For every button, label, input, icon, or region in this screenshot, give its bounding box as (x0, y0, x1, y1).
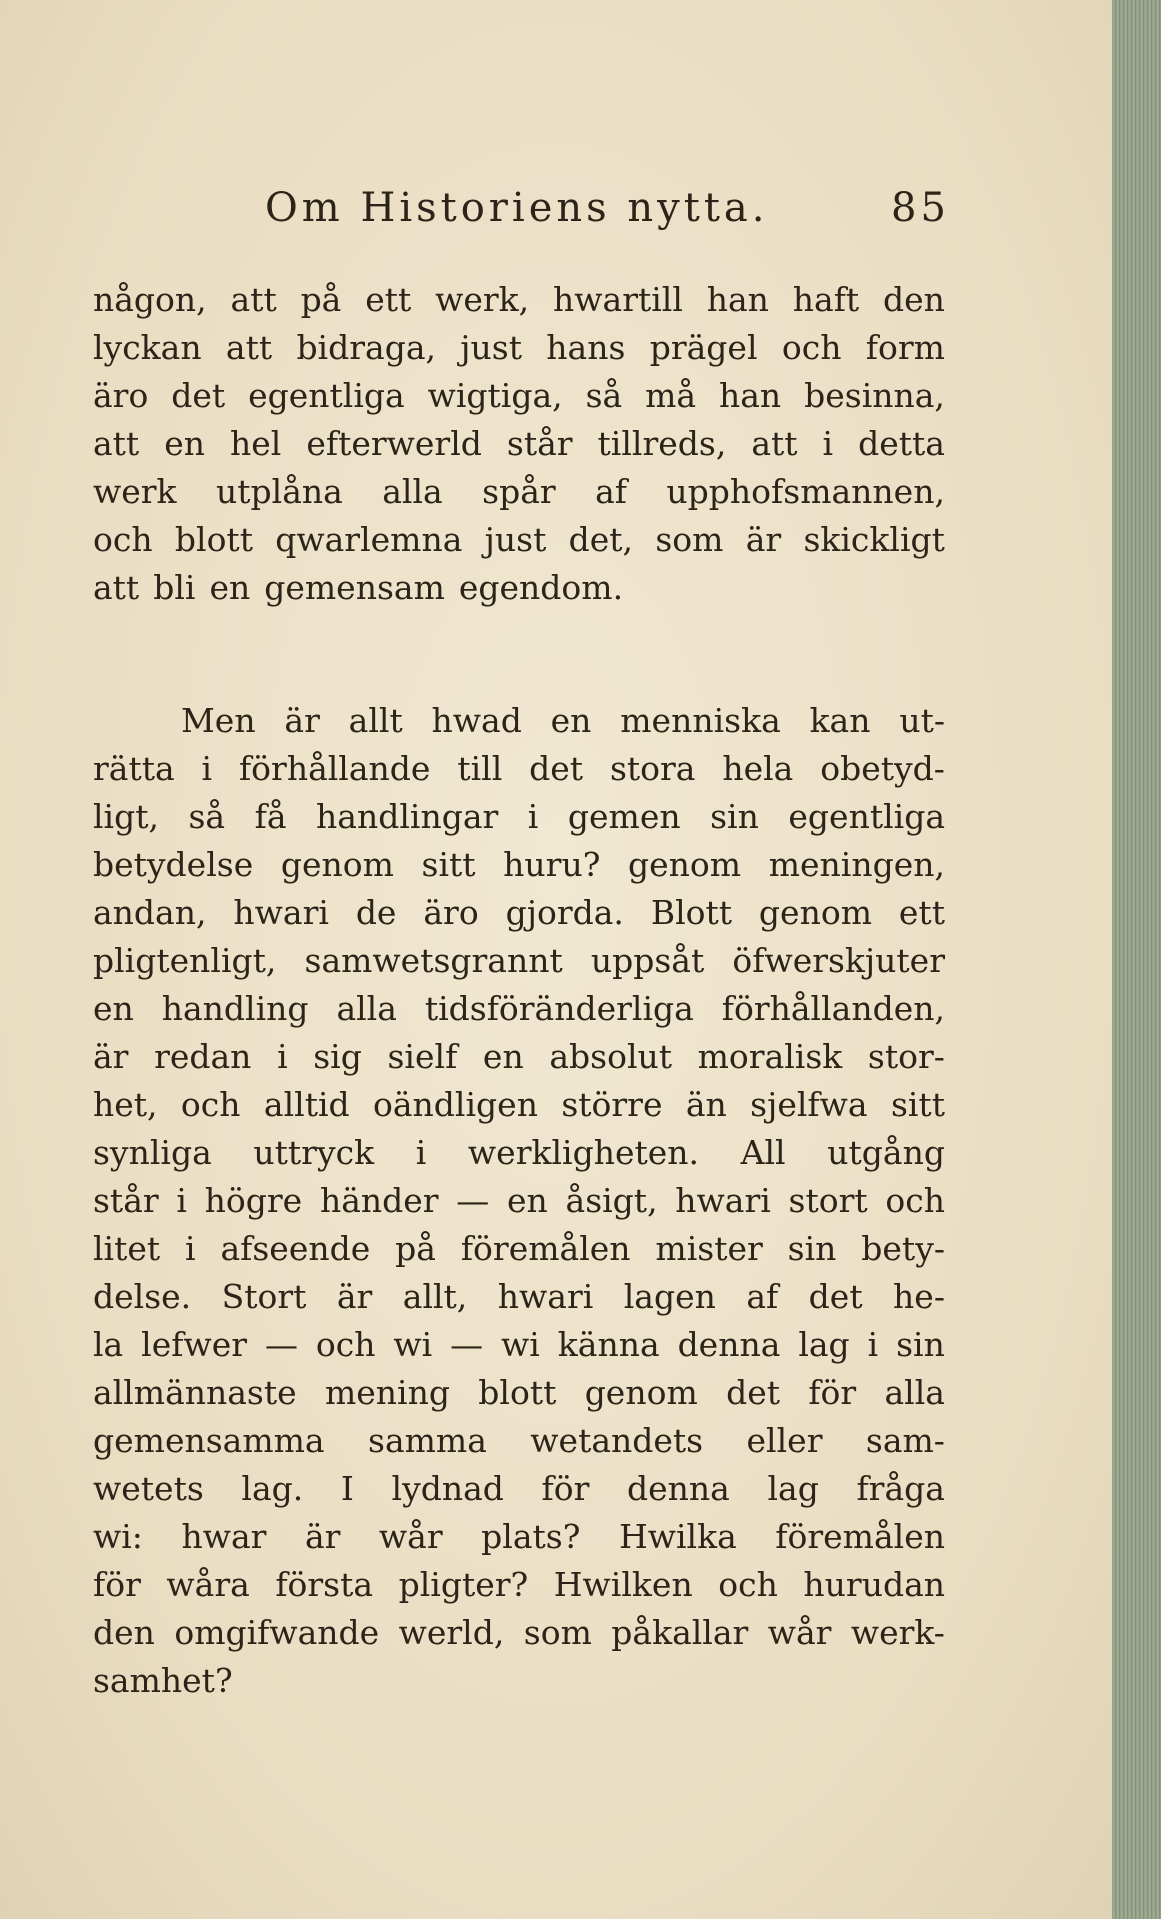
word: lyckan (93, 328, 202, 367)
text-line (93, 372, 945, 420)
word: redan (154, 1037, 252, 1076)
word: som (655, 520, 724, 559)
word: menniska (620, 701, 781, 740)
text-line (93, 516, 945, 564)
text-line (93, 324, 945, 372)
text-line (93, 697, 945, 745)
text-line (93, 1225, 945, 1273)
word: Hwilken (553, 1565, 693, 1604)
word: I (340, 1469, 354, 1508)
word: alltid (263, 1085, 350, 1124)
word: huru? (503, 845, 601, 884)
word: genom (758, 893, 872, 932)
word: Stort (221, 1277, 307, 1316)
text-line (93, 420, 945, 468)
word: sin (896, 1325, 945, 1364)
word: bli (153, 568, 196, 607)
word: het, (93, 1085, 158, 1124)
word: sin (710, 797, 759, 836)
word: det (808, 1277, 863, 1316)
running-head (265, 185, 965, 245)
word: alla (884, 1373, 945, 1412)
word: prägel (649, 328, 758, 367)
word: ett (365, 280, 412, 319)
word: werk- (850, 1613, 945, 1652)
text-line (93, 1081, 945, 1129)
word: litet (93, 1229, 161, 1268)
word: det (726, 1373, 780, 1412)
word: sitt (421, 845, 476, 884)
word: stora (609, 749, 696, 788)
word: för (541, 1469, 590, 1508)
word: obetyd- (820, 749, 945, 788)
word: hwari (233, 893, 329, 932)
text-line (93, 1033, 945, 1081)
word: Blott (650, 893, 733, 932)
text-line (93, 1321, 945, 1369)
text-line (93, 841, 945, 889)
word: lydnad (391, 1469, 504, 1508)
word: han (706, 280, 769, 319)
paragraph-1 (93, 276, 945, 612)
word: må (645, 376, 697, 415)
word: föremålen (775, 1517, 945, 1556)
word: blott (174, 520, 253, 559)
word: sjelfwa (750, 1085, 868, 1124)
word: tillreds, (597, 424, 727, 463)
word: sam- (865, 1421, 945, 1460)
word: och (315, 1325, 376, 1364)
text-line (93, 1465, 945, 1513)
word: besinna, (804, 376, 945, 415)
word: på (395, 1229, 436, 1268)
word: moralisk (697, 1037, 843, 1076)
text-line (93, 1273, 945, 1321)
word: utgång (827, 1133, 945, 1172)
word: wi: (93, 1517, 143, 1556)
word: form (865, 328, 945, 367)
word: egentliga (248, 376, 405, 415)
chapter-title: Om Historiens nytta. (265, 185, 769, 231)
word: i (822, 424, 834, 463)
word: för (808, 1373, 857, 1412)
word: på (300, 280, 342, 319)
word: lag (767, 1469, 819, 1508)
word: hwartill (553, 280, 683, 319)
word: till (457, 749, 503, 788)
word: hel (230, 424, 282, 463)
word: Men (181, 701, 256, 740)
word: står (506, 424, 573, 463)
word: werld, (398, 1613, 505, 1652)
text-line (93, 1609, 945, 1657)
word: lag. (241, 1469, 304, 1508)
word: pligter? (398, 1565, 529, 1604)
word: för (93, 1565, 141, 1604)
word: ut- (899, 701, 945, 740)
word: är (745, 520, 782, 559)
word: mening (324, 1373, 450, 1412)
word: det (529, 749, 584, 788)
word: — (450, 1325, 484, 1364)
word: lefwer (141, 1325, 248, 1364)
word: gemen (567, 797, 681, 836)
word: och (885, 1181, 945, 1220)
word: genom (628, 845, 742, 884)
word: gemensam (264, 568, 445, 607)
word: den (93, 1613, 155, 1652)
word: i (415, 1133, 427, 1172)
word: bety- (861, 1229, 945, 1268)
word: werkligheten. (467, 1133, 700, 1172)
word: hans (546, 328, 626, 367)
word: oändligen (373, 1085, 538, 1124)
word: wigtiga, (427, 376, 563, 415)
word: — (264, 1325, 298, 1364)
word: genom (584, 1373, 698, 1412)
word: hwad (431, 701, 522, 740)
word: wår (767, 1613, 832, 1652)
text-line (93, 1369, 945, 1417)
word: gjorda. (505, 893, 624, 932)
word: en (550, 701, 592, 740)
word: i (867, 1325, 879, 1364)
paragraph-2 (93, 697, 945, 1705)
word: allmännaste (93, 1373, 297, 1412)
word: just (460, 328, 522, 367)
word: genom (280, 845, 394, 884)
word: att (93, 568, 140, 607)
word: fråga (856, 1469, 945, 1508)
word: stort (788, 1181, 868, 1220)
word: är (93, 1037, 129, 1076)
word: hwar (181, 1517, 267, 1556)
word: alla (382, 472, 443, 511)
word: blott (478, 1373, 557, 1412)
word: förhållande (238, 749, 431, 788)
text-line (93, 1129, 945, 1177)
word: tidsföränderliga (424, 989, 694, 1028)
word: än (685, 1085, 727, 1124)
word: samhet? (93, 1661, 233, 1700)
word: känna (557, 1325, 660, 1364)
word: wetandets (530, 1421, 704, 1460)
word: lagen (623, 1277, 716, 1316)
text-line (93, 889, 945, 937)
word: egentliga (788, 797, 945, 836)
word: delse. (93, 1277, 192, 1316)
word: wåra (166, 1565, 250, 1604)
word: wi (501, 1325, 540, 1364)
word: åsigt, (565, 1181, 658, 1220)
word: är (284, 701, 320, 740)
word: plats? (481, 1517, 581, 1556)
word: he- (893, 1277, 945, 1316)
word: omgifwande (174, 1613, 380, 1652)
word: i (277, 1037, 288, 1076)
word: andan, (93, 893, 207, 932)
word: som (523, 1613, 592, 1652)
word: egendom. (458, 568, 624, 607)
word: är (304, 1517, 341, 1556)
word: händer (319, 1181, 439, 1220)
word: allt (348, 701, 403, 740)
word: i (527, 797, 539, 836)
word: uttryck (253, 1133, 375, 1172)
word: en (93, 989, 134, 1028)
word: rätta (93, 749, 175, 788)
word: samwetsgrannt (304, 941, 563, 980)
word: bidraga, (296, 328, 436, 367)
word: så (585, 376, 623, 415)
word: att (225, 328, 273, 367)
word: och (718, 1565, 778, 1604)
word: werk (93, 472, 177, 511)
word: högre (204, 1181, 303, 1220)
word: stor- (867, 1037, 945, 1076)
word: hurudan (803, 1565, 945, 1604)
word: betydelse (93, 845, 254, 884)
word: står (93, 1181, 159, 1220)
word: wi (393, 1325, 433, 1364)
word: äro (93, 376, 149, 415)
word: la (93, 1325, 124, 1364)
word: hwari (675, 1181, 771, 1220)
word: ligt, (93, 797, 159, 836)
word: första (275, 1565, 374, 1604)
word: en (482, 1037, 524, 1076)
word: öfwerskjuter (732, 941, 945, 980)
page-number: 85 (891, 185, 950, 231)
word: upphofsmannen, (666, 472, 945, 511)
word: denna (627, 1469, 730, 1508)
word: en (164, 424, 205, 463)
text-line (93, 1513, 945, 1561)
text-line (93, 1177, 945, 1225)
word: att (93, 424, 140, 463)
word: är (336, 1277, 373, 1316)
word: allt, (402, 1277, 468, 1316)
word: werk, (435, 280, 530, 319)
word: afseende (220, 1229, 371, 1268)
word: det, (568, 520, 634, 559)
word: mister (655, 1229, 763, 1268)
word: just (484, 520, 547, 559)
word: sitt (890, 1085, 945, 1124)
word: och (93, 520, 153, 559)
word: en (209, 568, 251, 607)
word: förhållanden, (721, 989, 945, 1028)
text-line (93, 985, 945, 1033)
word: pligtenligt, (93, 941, 277, 980)
word: att (751, 424, 798, 463)
text-line (93, 468, 945, 516)
word: i (176, 1181, 187, 1220)
text-line (93, 276, 945, 324)
word: sin (787, 1229, 837, 1268)
text-line (93, 564, 945, 612)
word: hwari (497, 1277, 594, 1316)
word: qwarlemna (275, 520, 463, 559)
word: att (230, 280, 277, 319)
word: hela (722, 749, 794, 788)
word: större (561, 1085, 663, 1124)
word: det (171, 376, 226, 415)
word: uppsåt (590, 941, 705, 980)
word: af (595, 472, 627, 511)
word: påkallar (611, 1613, 749, 1652)
word: — (456, 1181, 490, 1220)
word: utplåna (216, 472, 343, 511)
word: ett (898, 893, 945, 932)
word: eller (746, 1421, 823, 1460)
word: de (355, 893, 397, 932)
word: gemensamma (93, 1421, 325, 1460)
word: skickligt (803, 520, 945, 559)
word: lag (798, 1325, 850, 1364)
word: så (188, 797, 226, 836)
word: föremålen (460, 1229, 631, 1268)
word: sig (313, 1037, 362, 1076)
word: och (781, 328, 842, 367)
word: en (507, 1181, 548, 1220)
word: någon, (93, 280, 207, 319)
word: samma (368, 1421, 487, 1460)
word: wetets (93, 1469, 204, 1508)
word: spår (482, 472, 556, 511)
word: efterwerld (306, 424, 482, 463)
word: kan (809, 701, 871, 740)
word: sielf (387, 1037, 458, 1076)
word: i (185, 1229, 196, 1268)
word: få (254, 797, 287, 836)
word: alla (336, 989, 397, 1028)
word: All (740, 1133, 786, 1172)
word: af (746, 1277, 779, 1316)
word: denna (677, 1325, 781, 1364)
word: haft (792, 280, 860, 319)
word: detta (858, 424, 945, 463)
word: och (180, 1085, 241, 1124)
text-line (93, 937, 945, 985)
word: den (883, 280, 945, 319)
word: absolut (549, 1037, 673, 1076)
word: han (719, 376, 782, 415)
text-line (93, 793, 945, 841)
text-line (93, 745, 945, 793)
word: i (201, 749, 213, 788)
word: Hwilka (618, 1517, 737, 1556)
word: handling (161, 989, 309, 1028)
page-edge (1112, 0, 1161, 1919)
text-line (93, 1657, 945, 1705)
word: synliga (93, 1133, 212, 1172)
word: wår (378, 1517, 443, 1556)
text-line (93, 1561, 945, 1609)
text-line (93, 1417, 945, 1465)
word: meningen, (768, 845, 945, 884)
word: handlingar (316, 797, 499, 836)
word: äro (423, 893, 479, 932)
